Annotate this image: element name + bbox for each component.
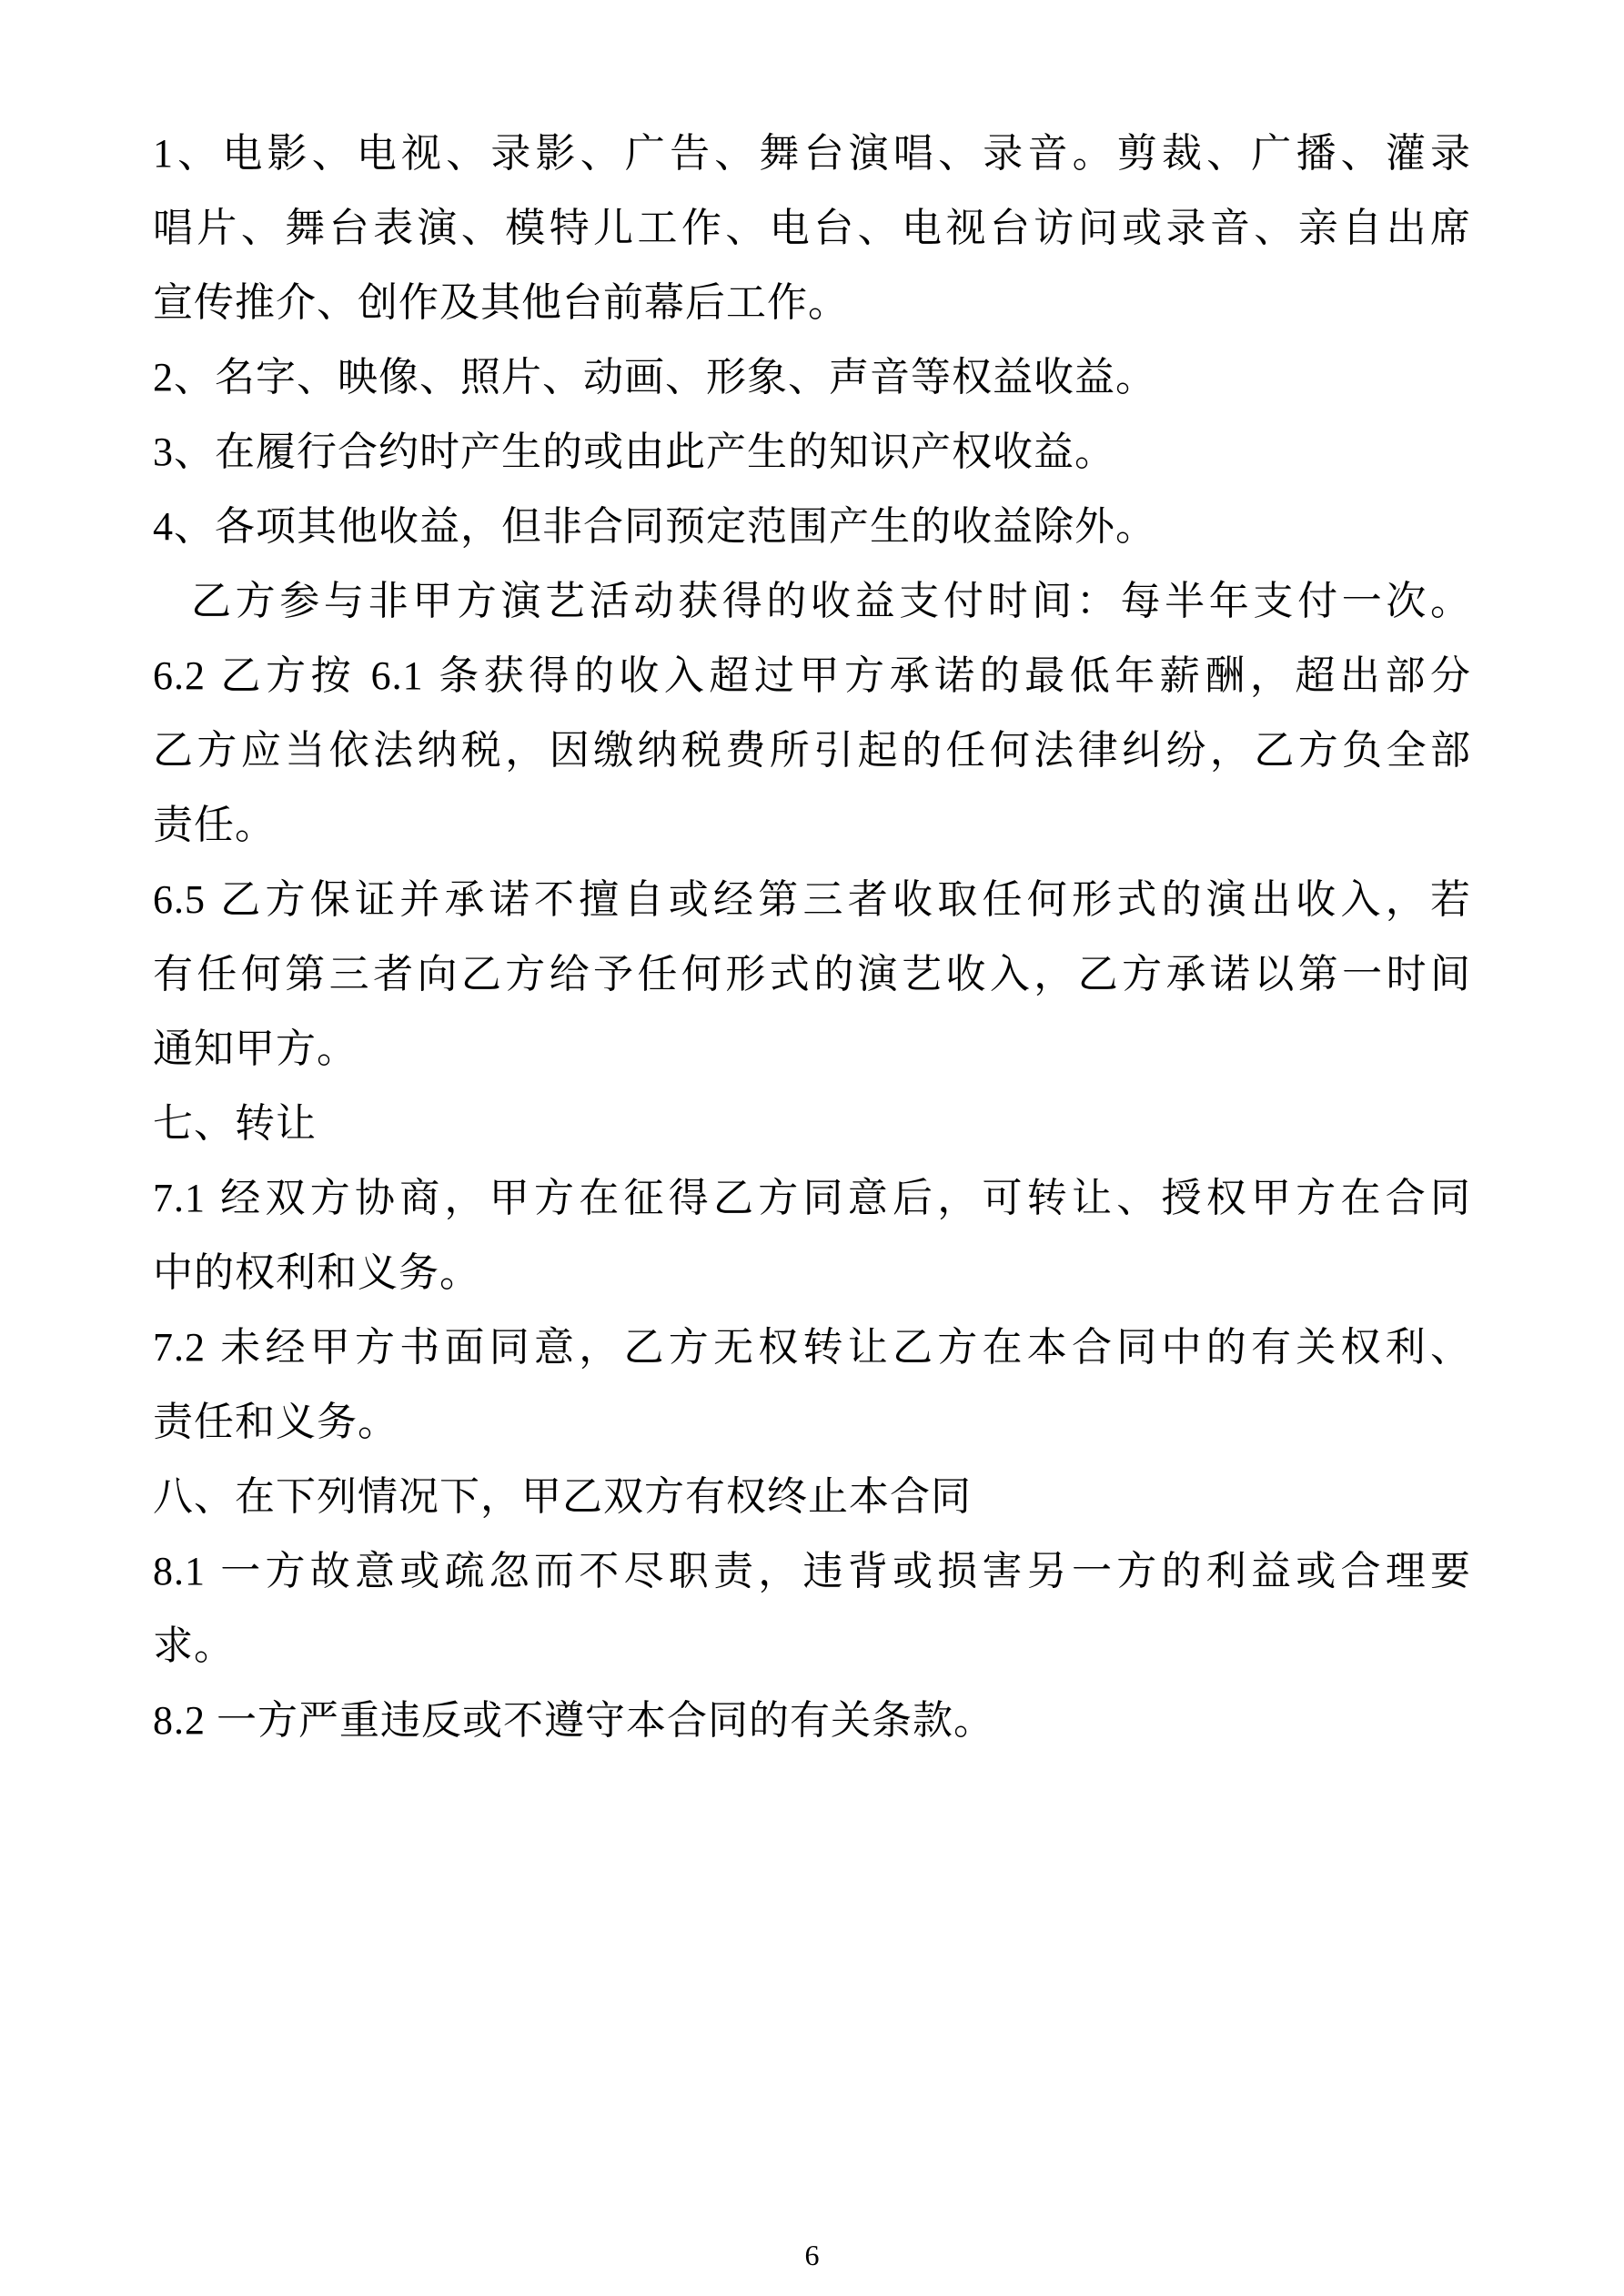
text-line: 乙方应当依法纳税，因缴纳税费所引起的任何法律纠纷，乙方负全部 — [153, 728, 1471, 773]
text-line: 求。 — [153, 1623, 235, 1668]
text-line: 4、各项其他收益，但非合同预定范围产生的收益除外。 — [153, 504, 1156, 549]
text-line: 2、名字、映像、照片、动画、形象、声音等权益收益。 — [153, 355, 1156, 400]
text-line: 7.1 经双方协商，甲方在征得乙方同意后，可转让、授权甲方在合同 — [153, 1176, 1471, 1220]
text-line: 7.2 未经甲方书面同意，乙方无权转让乙方在本合同中的有关权利、 — [153, 1325, 1471, 1370]
text-line: 唱片、舞台表演、模特儿工作、电台、电视台访问或录音、亲自出席 — [153, 206, 1471, 250]
text-line: 有任何第三者向乙方给予任何形式的演艺收入，乙方承诺以第一时间 — [153, 952, 1471, 996]
text-line: 责任。 — [153, 803, 276, 847]
text-line: 乙方参与非甲方演艺活动获得的收益支付时间：每半年支付一次。 — [191, 579, 1471, 623]
text-line: 1、电影、电视、录影、广告、舞台演唱、录音。剪裁、广播、灌录 — [153, 131, 1471, 176]
text-line: 6.5 乙方保证并承诺不擅自或经第三者收取任何形式的演出收入，若 — [153, 877, 1471, 922]
text-line: 中的权利和义务。 — [153, 1250, 480, 1295]
text-line: 通知甲方。 — [153, 1027, 358, 1071]
page-number: 6 — [804, 2239, 820, 2271]
text-line: 八、在下列情况下，甲乙双方有权终止本合同 — [153, 1474, 972, 1519]
document-body — [153, 116, 1471, 1758]
text-line: 七、转让 — [153, 1101, 317, 1146]
text-line: 责任和义务。 — [153, 1400, 398, 1444]
text-line: 3、在履行合约时产生的或由此产生的知识产权收益。 — [153, 430, 1115, 474]
text-line: 8.1 一方故意或疏忽而不尽职责，违背或损害另一方的利益或合理要 — [153, 1549, 1471, 1593]
text-line: 8.2 一方严重违反或不遵守本合同的有关条款。 — [153, 1698, 994, 1743]
text-line: 6.2 乙方按 6.1 条获得的收入超过甲方承诺的最低年薪酬，超出部分 — [153, 653, 1471, 698]
text-line: 宣传推介、创作及其他台前幕后工作。 — [153, 280, 849, 325]
